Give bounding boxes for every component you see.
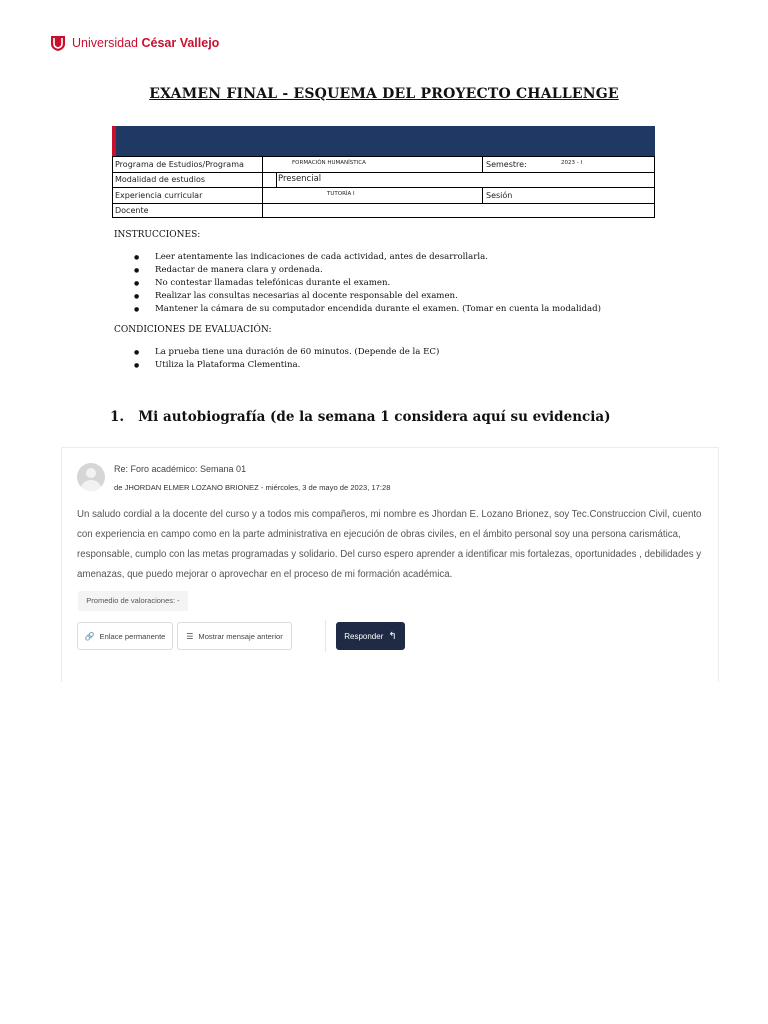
permalink-button[interactable]: 🔗 Enlace permanente [77,622,173,650]
list-item: ● Mantener la cámara de su computador encendida durante el examen. (Tomar en cuenta la modalidad) [134,303,601,316]
list-item: ● No contestar llamadas telefónicas durante el examen. [134,277,601,290]
forum-post [61,447,719,682]
list-item: ● Utiliza la Plataforma Clementina. [134,359,439,372]
table-row-modality: Modalidad de estudios Presencial [112,172,655,188]
post-body: Un saludo cordial a la docente del curso y a todos mis compañeros, mi nombre es Jhordan E. Lozano Brionez, soy Tec.Construccion Civil, cuento con experiencia en campo como en la parte administrativa en ejecución de obras civiles, en el ámbito personal soy una persona carismática, responsable, cumplo con las metas programadas y solidario. Del curso espero aprender a identificar mis fortalezas, oportunidades , debilidades y amenazas, que puedo mejorar o aprovechar en el proceso de mi formación académica. [77,509,702,580]
author-link[interactable]: JHORDAN ELMER LOZANO BRIONEZ [124,483,259,492]
instructions-list [134,251,601,316]
university-logo [50,34,219,52]
instructions-heading: INSTRUCCIONES: [114,230,201,240]
table-header-bar [112,126,655,156]
info-table [112,126,655,218]
section-heading-1: 1. Mi autobiografía (de la semana 1 considera aquí su evidencia) [110,409,611,425]
conditions-list [134,346,439,372]
table-row-program: Programa de Estudios/Programa FORMACIÓN HUMANÍSTICA Semestre: 2023 - I [112,156,655,173]
list-item: ● Redactar de manera clara y ordenada. [134,264,601,277]
reply-arrow-icon: ↰ [388,630,397,642]
logo-text: Universidad César Vallejo [72,36,220,50]
post-subject: Re: Foro académico: Semana 01 [114,464,247,474]
reply-button[interactable]: Responder ↰ [336,622,405,650]
logo-shield-icon [50,35,66,52]
avatar [77,463,105,491]
list-icon: ☰ [186,631,194,641]
list-item: ● La prueba tiene una duración de 60 minutos. (Depende de la EC) [134,346,439,359]
link-icon: 🔗 [84,631,95,641]
post-byline: de JHORDAN ELMER LOZANO BRIONEZ - miércoles, 3 de mayo de 2023, 17:28 [114,483,391,492]
rating-average: Promedio de valoraciones: - [78,591,188,611]
conditions-heading: CONDICIONES DE EVALUACIÓN: [114,325,272,335]
show-parent-button[interactable]: ☰ Mostrar mensaje anterior [177,622,292,650]
list-item: ● Realizar las consultas necesarias al docente responsable del examen. [134,290,601,303]
page-title: EXAMEN FINAL - ESQUEMA DEL PROYECTO CHALLENGE [149,86,619,102]
list-item: ● Leer atentamente las indicaciones de cada actividad, antes de desarrollarla. [134,251,601,264]
table-row-experience: Experiencia curricular TUTORÍA I Sesión [112,188,655,204]
table-row-teacher: Docente [112,204,655,218]
